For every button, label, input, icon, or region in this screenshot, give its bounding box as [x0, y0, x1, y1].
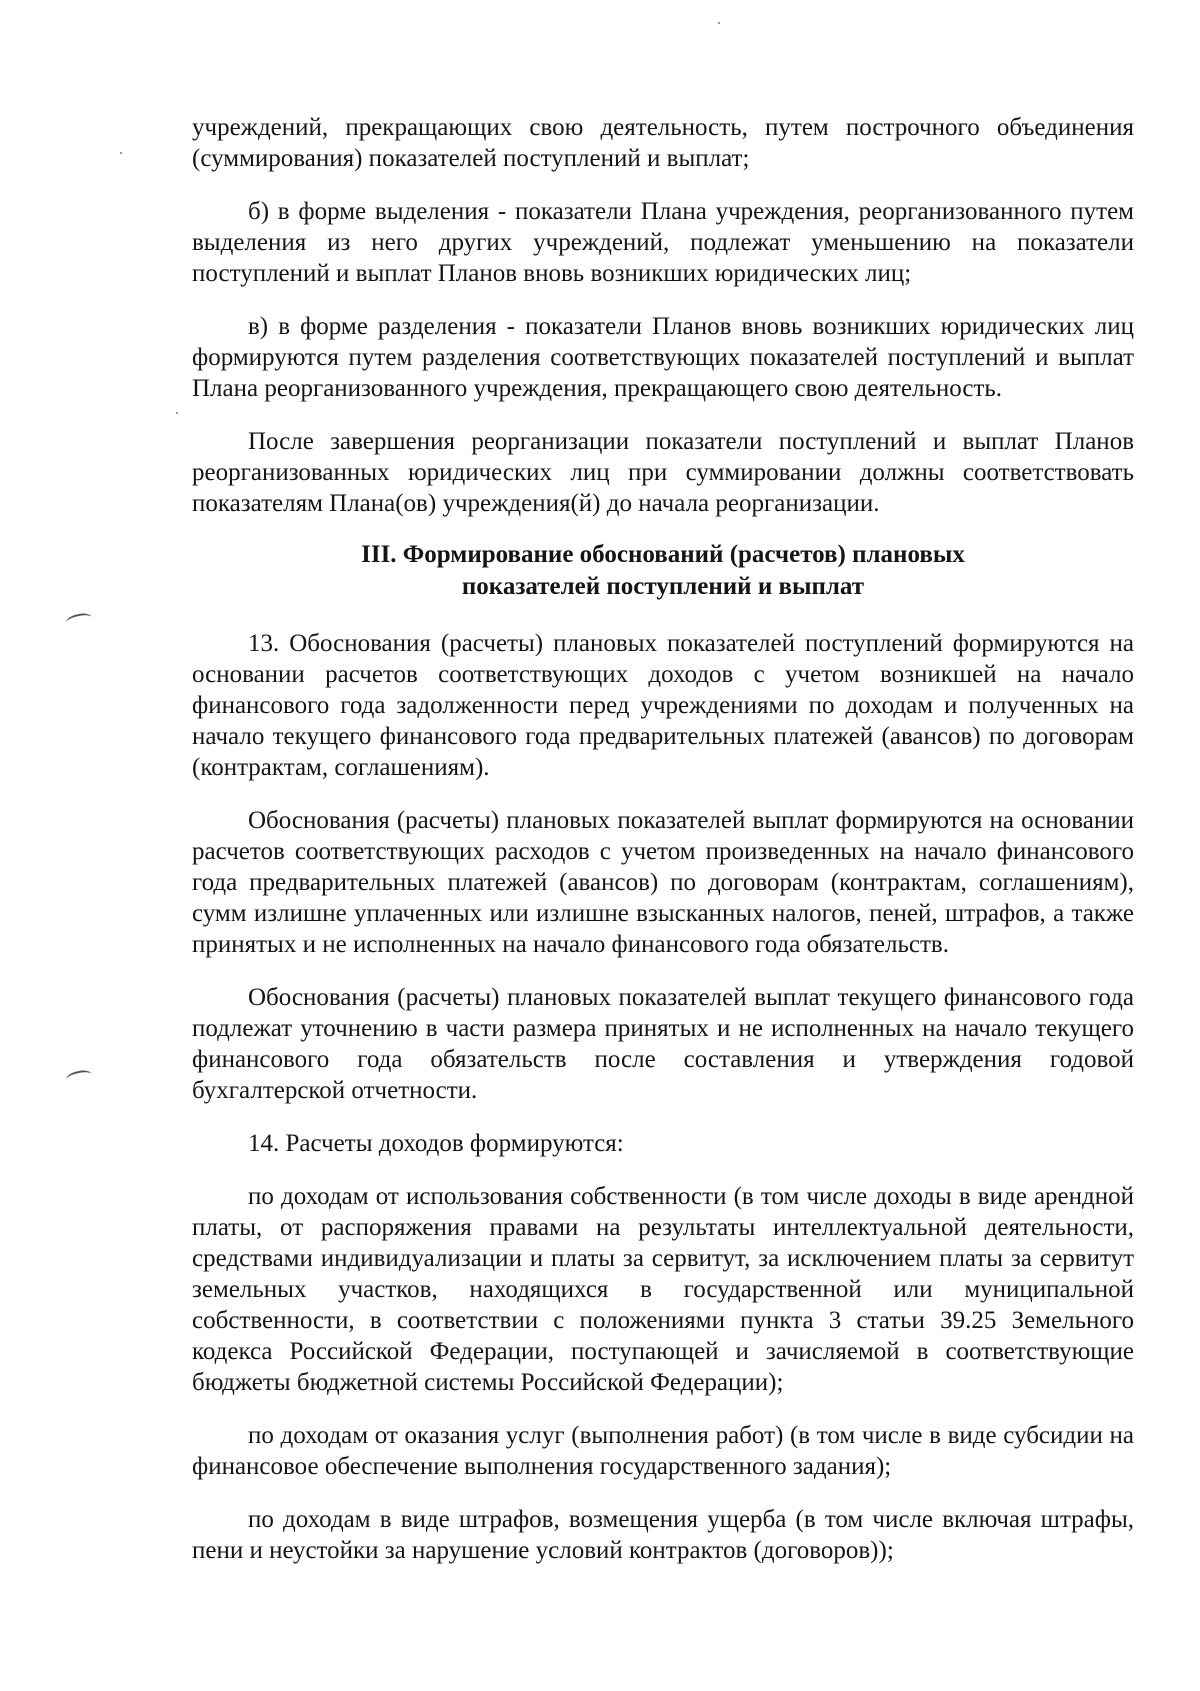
- paragraph-b: б) в форме выделения - показатели Плана учреждения, реорганизованного путем выделения из него других учреждений, подлежат уменьшению на показатели поступлений и выплат Планов вновь возникших юридических лиц;: [192, 198, 1134, 287]
- scan-mark: [65, 1068, 93, 1085]
- scan-speck: [120, 152, 122, 154]
- section-heading-line-1: III. Формирование обоснований (расчетов) плановых: [361, 541, 965, 568]
- paragraph-after-reorganization: После завершения реорганизации показатели поступлений и выплат Планов реорганизованных юридических лиц при суммировании должны соответствовать показателям Плана(ов) учреждения(й) до начала реорганизации.: [192, 428, 1134, 517]
- top-text-block: [192, 112, 1134, 519]
- paragraph-continuation: учреждений, прекращающих свою деятельность, путем построчного объединения (суммирования) показателей поступлений и выплат;: [192, 114, 1134, 172]
- paragraph-14-sobstvennost: по доходам от использования собственности (в том числе доходы в виде арендной платы, от распоряжения правами на результаты интеллектуальной деятельности, средствами индивидуализации и платы за сервитут, за исключением платы за сервитут земельных участков, находящихся в государственной или муниципальной собственности, в соответствии с положениями пункта 3 статьи 39.25 Земельного кодекса Российской Федерации, поступающей и зачисляемой в соответствующие бюджеты бюджетной системы Российской Федерации);: [192, 1183, 1134, 1396]
- paragraph-14-uslugi: по доходам от оказания услуг (выполнения работ) (в том числе в виде субсидии на финансовое обеспечение выполнения государственного задания);: [192, 1422, 1134, 1480]
- paragraph-14-shtrafy: по доходам в виде штрафов, возмещения ущерба (в том числе включая штрафы, пени и неустойки за нарушение условий контрактов (договоров));: [192, 1506, 1134, 1564]
- paragraph-v: в) в форме разделения - показатели Планов вновь возникших юридических лиц формируются путем разделения соответствующих показателей поступлений и выплат Плана реорганизованного учреждения, прекращающего свою деятельность.: [192, 313, 1134, 402]
- scan-speck: [176, 412, 178, 414]
- scan-mark: [65, 611, 93, 628]
- paragraph-13-utochnenie: Обоснования (расчеты) плановых показателей выплат текущего финансового года подлежат уточнению в части размера принятых и не исполненных на начало текущего финансового года обязательств после составления и утверждения годовой бухгалтерской отчетности.: [192, 984, 1134, 1104]
- scan-speck: [718, 22, 720, 24]
- paragraph-13: 13. Обоснования (расчеты) плановых показателей поступлений формируются на основании расчетов соответствующих доходов с учетом возникшей на начало финансового года задолженности перед учреждениями по доходам и полученных на начало текущего финансового года предварительных платежей (авансов) по договорам (контрактам, соглашениям).: [192, 630, 1134, 781]
- section-heading: [192, 539, 1134, 603]
- paragraph-13-vyplat: Обоснования (расчеты) плановых показателей выплат формируются на основании расчетов соответствующих расходов с учетом произведенных на начало финансового года предварительных платежей (авансов) по договорам (контрактам, соглашениям), сумм излишне уплаченных или излишне взысканных налогов, пеней, штрафов, а также принятых и не исполненных на начало финансового года обязательств.: [192, 807, 1134, 958]
- paragraph-14: 14. Расчеты доходов формируются:: [248, 1130, 624, 1157]
- section-heading-line-2: показателей поступлений и выплат: [461, 573, 865, 600]
- bottom-text-block: [192, 628, 1134, 1566]
